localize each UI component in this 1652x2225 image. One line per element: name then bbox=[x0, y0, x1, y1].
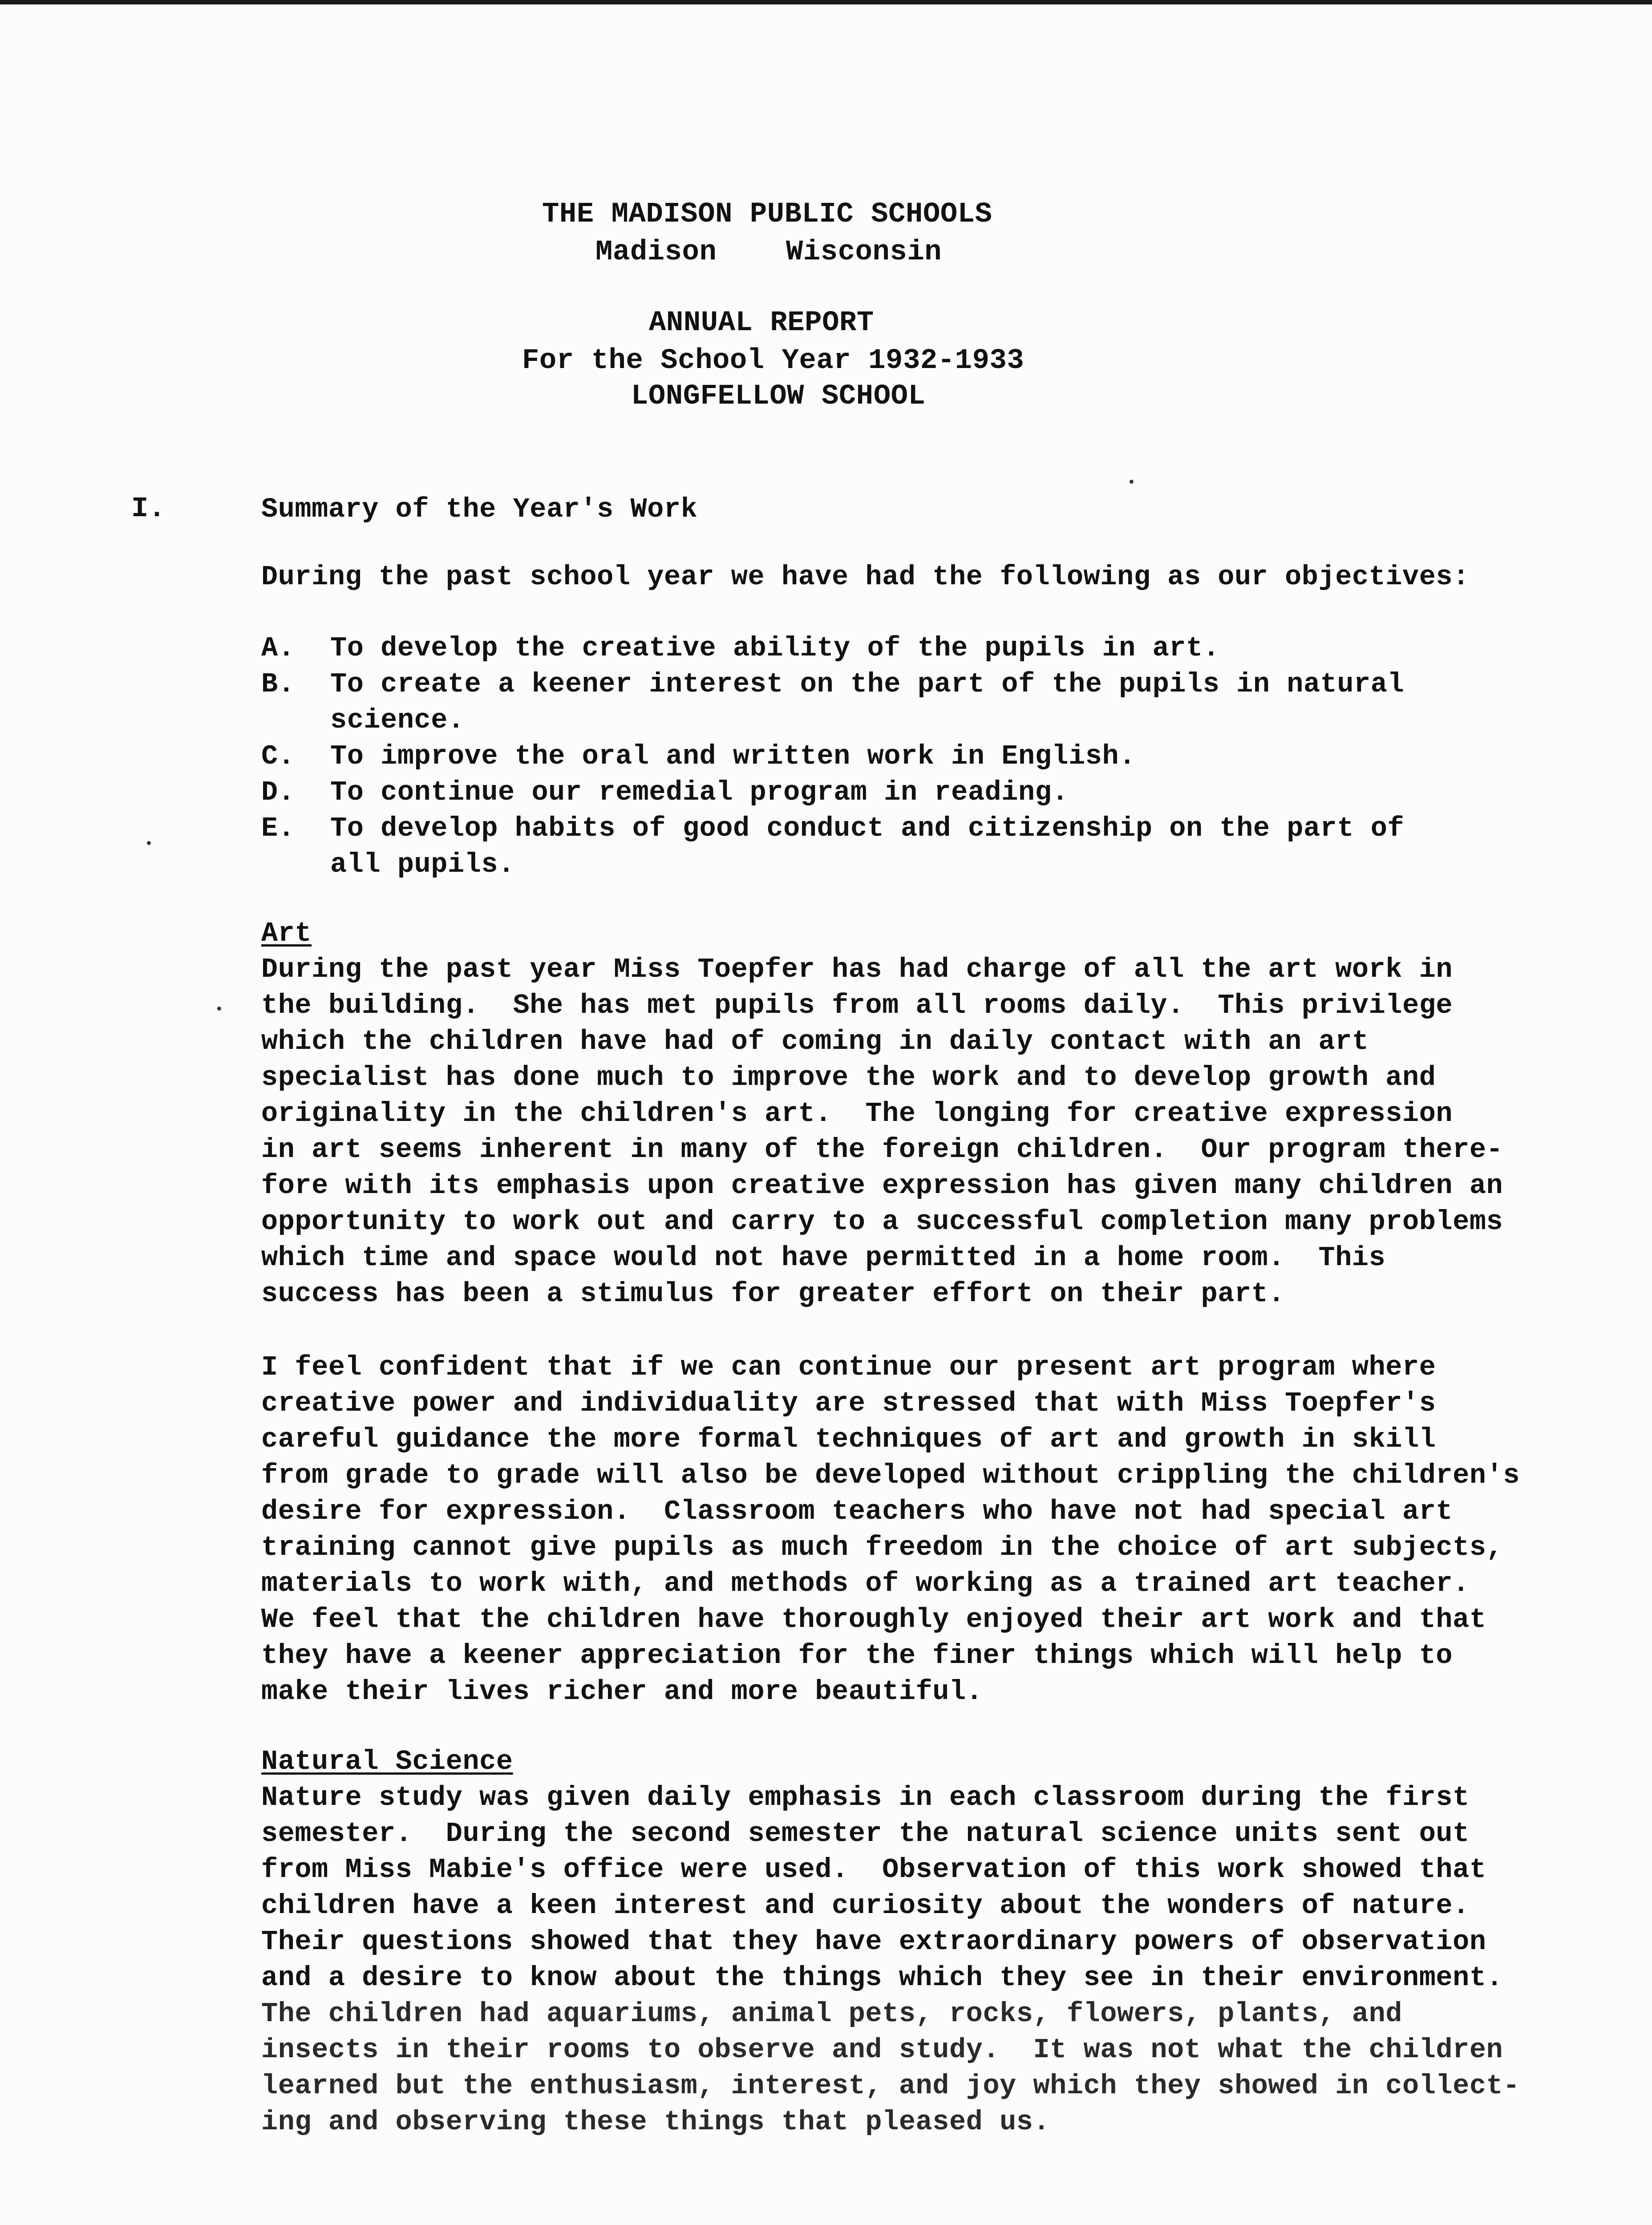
natural-science-line: learned but the enthusiasm, interest, and joy which they showed in collect- bbox=[261, 2070, 1520, 2102]
objective-letter: E. bbox=[261, 813, 295, 844]
art-para1-line: the building. She has met pupils from all rooms daily. This privilege bbox=[261, 990, 1453, 1021]
art-para2-line: We feel that the children have thoroughly enjoyed their art work and that bbox=[261, 1604, 1486, 1635]
objective-text: To continue our remedial program in reading. bbox=[330, 777, 1069, 808]
art-para1-line: in art seems inherent in many of the foreign children. Our program there- bbox=[261, 1134, 1503, 1165]
natural-science-line: insects in their rooms to observe and study. It was not what the children bbox=[261, 2034, 1503, 2066]
natural-science-line: and a desire to know about the things which they see in their environment. bbox=[261, 1962, 1503, 1994]
art-para2-line: desire for expression. Classroom teachers who have not had special art bbox=[261, 1496, 1453, 1527]
section-intro: During the past school year we have had the following as our objectives: bbox=[261, 561, 1470, 593]
objective-text-continued: science. bbox=[330, 704, 465, 736]
section-number: I. bbox=[131, 493, 166, 525]
art-para1-line: success has been a stimulus for greater effort on their part. bbox=[261, 1278, 1285, 1310]
art-para1-line: which time and space would not have permitted in a home room. This bbox=[261, 1242, 1386, 1274]
natural-science-heading: Natural Science bbox=[261, 1746, 513, 1777]
scan-speck bbox=[147, 841, 151, 845]
art-para2-line: from grade to grade will also be developed without crippling the children's bbox=[261, 1460, 1520, 1491]
natural-science-line: ing and observing these things that pleased us. bbox=[261, 2106, 1050, 2138]
header-school-system: THE MADISON PUBLIC SCHOOLS bbox=[542, 198, 992, 231]
art-para2-line: I feel confident that if we can continue our present art program where bbox=[261, 1351, 1436, 1383]
natural-science-line: semester. During the second semester the natural science units sent out bbox=[261, 1818, 1470, 1849]
section-title: Summary of the Year's Work bbox=[261, 494, 698, 525]
art-para2-line: careful guidance the more formal techniques of art and growth in skill bbox=[261, 1424, 1436, 1455]
art-para2-line: creative power and individuality are stressed that with Miss Toepfer's bbox=[261, 1388, 1436, 1419]
natural-science-line: Their questions showed that they have extraordinary powers of observation bbox=[261, 1926, 1486, 1958]
header-location: Madison Wisconsin bbox=[595, 236, 942, 268]
objective-letter: B. bbox=[261, 668, 295, 700]
header-school-name: LONGFELLOW SCHOOL bbox=[631, 380, 926, 413]
art-para2-line: training cannot give pupils as much freedom in the choice of art subjects, bbox=[261, 1532, 1503, 1563]
objective-letter: D. bbox=[261, 777, 295, 808]
art-para1-line: fore with its emphasis upon creative expression has given many children an bbox=[261, 1170, 1503, 1202]
art-para1-line: originality in the children's art. The longing for creative expression bbox=[261, 1098, 1453, 1129]
objective-text: To develop the creative ability of the pupils in art. bbox=[330, 632, 1220, 664]
natural-science-line: children have a keen interest and curiosity about the wonders of nature. bbox=[261, 1890, 1470, 1922]
natural-science-line: Nature study was given daily emphasis in each classroom during the first bbox=[261, 1782, 1470, 1813]
header-report-title: ANNUAL REPORT bbox=[649, 307, 874, 339]
art-para1-line: specialist has done much to improve the work and to develop growth and bbox=[261, 1062, 1436, 1093]
objective-text: To improve the oral and written work in English. bbox=[330, 740, 1136, 772]
header-school-year: For the School Year 1932-1933 bbox=[522, 345, 1024, 377]
objective-text-continued: all pupils. bbox=[330, 849, 515, 880]
art-para1-line: which the children have had of coming in daily contact with an art bbox=[261, 1026, 1369, 1057]
art-para2-line: make their lives richer and more beautiful. bbox=[261, 1676, 983, 1707]
natural-science-line: The children had aquariums, animal pets, rocks, flowers, plants, and bbox=[261, 1998, 1403, 2030]
art-para2-line: materials to work with, and methods of working as a trained art teacher. bbox=[261, 1568, 1470, 1599]
objective-text: To develop habits of good conduct and citizenship on the part of bbox=[330, 813, 1405, 844]
scan-speck bbox=[1130, 480, 1134, 484]
objective-letter: C. bbox=[261, 740, 295, 772]
natural-science-line: from Miss Mabie's office were used. Observation of this work showed that bbox=[261, 1854, 1486, 1885]
art-para1-line: During the past year Miss Toepfer has had charge of all the art work in bbox=[261, 954, 1453, 985]
objective-letter: A. bbox=[261, 632, 295, 664]
objective-text: To create a keener interest on the part of the pupils in natural bbox=[330, 668, 1405, 700]
scan-top-edge bbox=[0, 0, 1652, 4]
art-para2-line: they have a keener appreciation for the finer things which will help to bbox=[261, 1640, 1453, 1671]
art-para1-line: opportunity to work out and carry to a successful completion many problems bbox=[261, 1206, 1503, 1238]
art-heading: Art bbox=[261, 918, 312, 949]
scan-speck bbox=[217, 1007, 221, 1011]
